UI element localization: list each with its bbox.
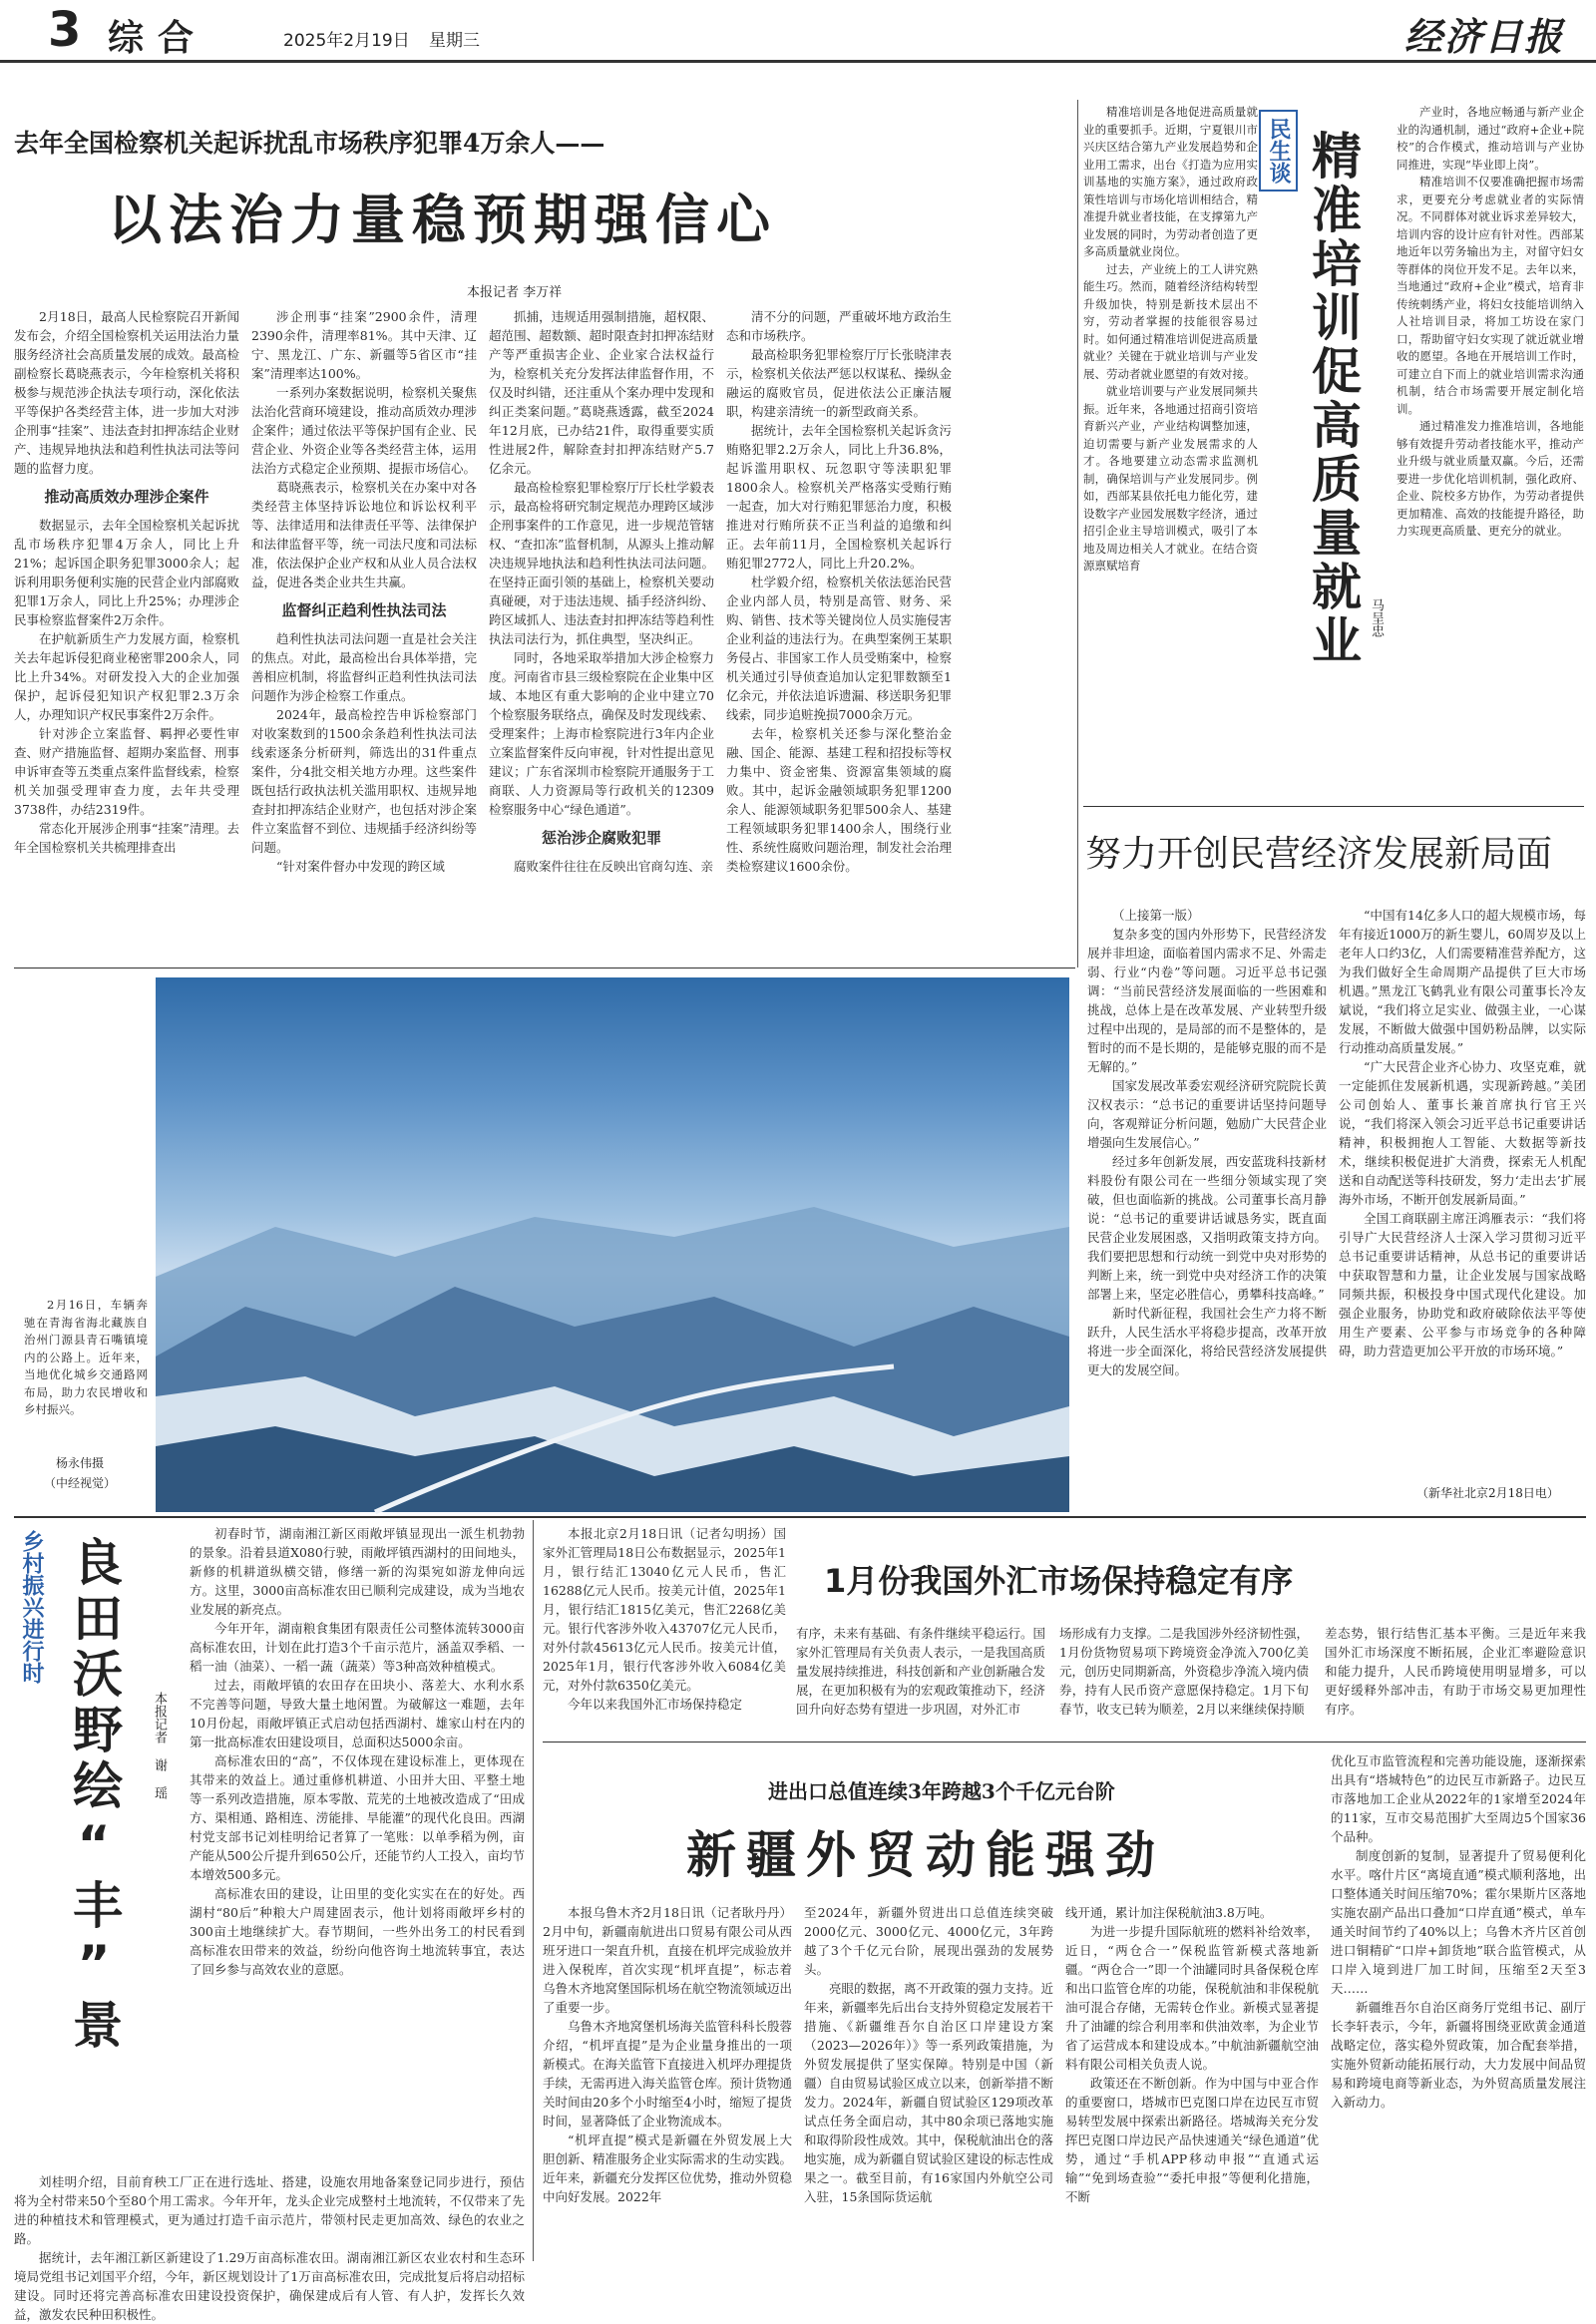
sidebar-tag: 民生谈 xyxy=(1259,110,1298,192)
sidebar-author: 马呈忠 xyxy=(1369,598,1384,637)
article4-lead: 本报北京2月18日讯（记者勾明扬）国家外汇管理局18日公布数据显示，2025年1月，银行结汇13040亿元人民币，售汇16288亿元人民币。按美元计值，2025年1月，银行结汇1815亿美元，售汇2268亿美元。银行代客涉外收入43707亿元人民币，对外付款45613亿元人民币。按美元计值，2025年1月，银行代客涉外收入6084亿美元，对外付款6350亿美元。 今年以来我国外汇市场保持稳定 xyxy=(543,1526,786,1712)
article4-col1: 有序，未来有基础、有条件继续平稳运行。国家外汇管理局有关负责人表示，一是我国高质量发展持续推进，科技创新和产业创新融合发展，在更加积极有为的宏观政策推动下，经济回升向好态势有望进一步巩固，对外汇市 xyxy=(796,1626,1046,1717)
article1-subhead3: 惩治涉企腐败犯罪 xyxy=(541,829,661,847)
article1-headline: 以法治力量稳预期强信心 xyxy=(108,189,777,251)
article1-kicker: 去年全国检察机关起诉扰乱市场秩序犯罪4万余人—— xyxy=(14,129,605,158)
photo-caption: 2月16日，车辆奔驰在青海省海北藏族自治州门源县青石嘴镇境内的公路上。近年来，当地优化城乡交通路网布局，助力农民增收和乡村振兴。 xyxy=(24,1298,148,1416)
article3-headline: 良田沃野绘“丰”景 xyxy=(65,1536,123,2055)
article1-col3: 抓捕，违规适用强制措施，超权限、超范围、超数额、超时限查封扣押冻结财产等严重损害企业、企业家合法权益行为，检察机关充分发挥法律监督作用，不仅及时纠错，还注重从个案办理中发现和纠正类案问题。”葛晓燕透露，截至2024年12月底，已办结21件，取得重要实质性进展2件，解除查封扣押冻结财产5.7亿余元。 最高检检察犯罪检察厅厅长杜学毅表示，最高检将研究制定规范办理跨区域涉企刑事案件的工作意见，进一步规范管辖权、“查扣冻”监督机制，从源头上推动解决违规异地执法和趋利性执法司法问题。在坚持正面引领的基础上，检察机关要动真碰硬，对于违法违规、插手经济纠纷、跨区域抓人、违法查封扣押冻结等趋利性执法司法行为，抓住典型，坚决纠正。 同时，各地采取举措加大涉企检察力度。河南省市县三级检察院在企业集中区域、本地区有重大影响的企业中建立70个检察服务联络点，确保及时发现线索、受理案件；上海市检察院进行3年内企业立案监督案件反向审视，针对性提出意见建议；广东省深圳市检察院开通服务于工商联、人力资源局等行政机关的12309检察服务中心“绿色通道”。 惩治涉企腐败犯罪 腐败案件往往在反映出官商勾连、亲 xyxy=(489,309,714,874)
photo-credit: 杨永伟摄 xyxy=(56,1456,105,1470)
issue-weekday: 星期三 xyxy=(429,31,480,51)
article3-byline: 本报记者 谢 瑶 xyxy=(152,1692,167,1799)
article1-col1: 2月18日，最高人民检察院召开新闻发布会，介绍全国检察机关运用法治力量服务经济社会高质量发展的成效。最高检副检察长葛晓燕表示，今年检察机关将积极参与规范涉企执法专项行动，深化依法平等保护各类经营主体，进一步加大对涉企刑事“挂案”、违法查封扣押冻结企业财产、违规异地执法和趋利性执法司法等问题的监督力度。 推动高质效办理涉企案件 数据显示，去年全国检察机关起诉扰乱市场秩序犯罪4万余人，同比上升21%；起诉国企职务犯罪3000余人；起诉利用职务便利实施的民营企业内部腐败犯罪1万余人，同比上升25%；办理涉企民事检察监督案件2万余件。 在护航新质生产力发展方面，检察机关去年起诉侵犯商业秘密罪200余人，同比上升34%。对研发投入大的企业加强保护，起诉侵犯知识产权犯罪2.3万余人，办理知识产权民事案件2万余件。 针对涉企立案监督、羁押必要性审查、财产措施监督、超期办案监督、刑事申诉审查等五类重点案件监督线索，检察机关加强受理审查力度，去年共受理3738件，办结2319件。 常态化开展涉企刑事“挂案”清理。去年全国检察机关共梳理排查出 xyxy=(14,309,239,855)
article1-col4: 清不分的问题，严重破坏地方政治生态和市场秩序。 最高检职务犯罪检察厅厅长张晓津表示，检察机关依法严惩以权谋私、操纵金融运的腐败官员，促进依法公正廉洁履职，构建亲清统一的新型政商关系。 据统计，去年全国检察机关起诉贪污贿赂犯罪2.2万余人，同比上升36.8%，起诉滥用职权、玩忽职守等渎职犯罪1800余人。检察机关严格落实受贿行贿一起查，加大对行贿犯罪惩治力度，积极推进对行贿所获不正当利益的追缴和纠正。去年前11月，全国检察机关起诉行贿犯罪2772人，同比上升20.2%。 杜学毅介绍，检察机关依法惩治民营企业内部人员，特别是高管、财务、采购、销售、技术等关键岗位人员实施侵害企业利益的违法行为。在典型案例王某职务侵占、非国家工作人员受贿案中，检察机关通过引导侦查追加认定犯罪数额至1亿余元，并依法追诉遗漏、移送职务犯罪线索，同步追赃挽损7000余万元。 去年，检察机关还参与深化整治金融、国企、能源、基建工程和招投标等权力集中、资金密集、资源富集领域的腐败。其中，起诉金融领域职务犯罪1200余人、能源领域职务犯罪500余人、基建工程领域职务犯罪1400余人，围绕行业性、系统性腐败问题治理，制发社会治理类检察建议1600余份。 xyxy=(726,309,952,874)
article2-dateline: （新华社北京2月18日电） xyxy=(1416,1486,1559,1500)
article1-subhead1: 推动高质效办理涉企案件 xyxy=(44,488,209,506)
article2-col-right: “中国有14亿多人口的超大规模市场，每年有接近1000万的新生婴儿，60周岁及以上老年人口约3亿，人们需要精准营养配方，这为我们做好全生命周期产品提供了巨大市场机遇。”黑龙江飞鹤乳业有限公司董事长冷友斌说，“我们将立足实业、做强主业，一心谋发展，不断做大做强中国奶粉品牌，以实际行动推动高质量发展。” “广大民营企业齐心协力、攻坚克难，就一定能抓住发展新机遇，实现新跨越。”美团公司创始人、董事长兼首席执行官王兴说，“我们将深入领会习近平总书记重要讲话精神，积极拥抱人工智能、大数据等新技术，继续积极促进扩大消费，探索无人机配送和自动配送等科技研发，努力‘走出去’扩展海外市场，不断开创发展新局面。” 全国工商联副主席汪鸿雁表示：“我们将引导广大民营经济人士深入学习贯彻习近平总书记重要讲话精神，从总书记的重要讲话中获取智慧和力量，让企业发展与国家战略同频共振，积极投身中国式现代化建设。加强企业服务，协助党和政府破除依法平等使用生产要素、公平参与市场竞争的各种障碍，助力营造更加公平开放的市场环境。” xyxy=(1339,908,1586,1358)
section-name: 综合 xyxy=(108,18,208,59)
article1-byline: 本报记者 李万祥 xyxy=(467,285,563,300)
article5-col1: 本报乌鲁木齐2月18日讯（记者耿丹丹）2月中旬，新疆南航进出口贸易有限公司从西班牙进口一架直升机，直接在机坪完成验放并进入保税库，首次实现“机坪直提”，标志着乌鲁木齐地窝堡国际机场在航空物流领域迈出了重要一步。 乌鲁木齐地窝堡机场海关监管科科长殷蓉介绍，“机坪直提”是为企业量身推出的一项新模式。在海关监管下直接进入机坪办理提货手续，无需再进入海关监管仓库。预计货物通关时间由20多个小时缩至4小时，缩短了提货时间，显著降低了企业物流成本。 “机坪直提”模式是新疆在外贸发展上大胆创新、精准服务企业实际需求的生动实践。近年来，新疆充分发挥区位优势，推动外贸稳中向好发展。2022年 xyxy=(543,1905,793,2204)
article5-col2: 至2024年，新疆外贸进出口总值连续突破2000亿元、3000亿元、4000亿元，3年跨越了3个千亿元台阶，展现出强劲的发展势头。 亮眼的数据，离不开政策的强力支持。近年来，新疆率先后出台支持外贸稳定发展若干措施、《新疆维吾尔自治区口岸建设方案（2023—2026年）》等一系列政策措施，为外贸发展提供了坚实保障。特别是中国（新疆）自由贸易试验区成立以来，创新举措不断发力。2024年，新疆自贸试验区129项改革试点任务全面启动，其中80余项已落地实施和取得阶段性成效。其中，保税航油出仓的落地实施，成为新疆自贸试验区建设的标志性成果之一。截至目前，有16家国内外航空公司入驻，15条国际货运航 xyxy=(804,1905,1054,2204)
article2-headline: 努力开创民营经济发展新局面 xyxy=(1085,834,1553,875)
article4-col2: 场形成有力支撑。二是我国涉外经济韧性强，1月份货物贸易项下跨境资金净流入700亿美元，创历史同期新高，外资稳步净流入境内债券，持有人民币资产意愿保持稳定。1月下旬春节，收支已转为顺差，2月以来继续保持顺 xyxy=(1059,1626,1310,1717)
masthead-rule xyxy=(0,60,1596,63)
issue-date: 2025年2月19日 xyxy=(283,31,410,51)
article5-col4: 优化互市监管流程和完善功能设施，逐渐探索出具有“塔城特色”的边民互市新路子。边民互市落地加工企业从2022年的1家增至2024年的11家，互市交易范围扩大至周边5个国家36个品种。 制度创新的复制，显著提升了贸易便利化水平。喀什片区“离境直通”模式顺利落地，出口整体通关时间压缩70%；霍尔果斯片区落地实施农副产品出口叠加“口岸直通”模式，单车通关时间节约了40%以上；乌鲁木齐片区首创进口铜精矿“口岸+卸货地”联合监管模式，从口岸入境到进厂加工时间，压缩至2天至3天…… 新疆维吾尔自治区商务厅党组书记、副厅长李轩表示，今年，新疆将围绕亚欧黄金通道战略定位，落实稳外贸政策，加合配套举措，实施外贸新动能拓展行动，大力发展中间品贸易和跨境电商等新业态，为外贸高质量发展注入新动力。 xyxy=(1331,1753,1586,2110)
article5-kicker: 进出口总值连续3年跨越3个千亿元台阶 xyxy=(768,1779,1115,1803)
article3-col-b: 刘桂明介绍，目前育秧工厂正在进行选址、搭建，设施农用地备案登记同步进行，预估将为全村带来50个至80个用工需求。今年开年，龙头企业完成整村土地流转，不仅带来了先进的种植技术和管理模式，更为通过打造千亩示范片，带领村民走更加高效、绿色的农业之路。 据统计，去年湘江新区新建设了1.29万亩高标准农田。湖南湘江新区农业农村和生态环境局党组书记刘国平介绍，今年，新区规划设计了1万亩高标准农田，完成批复后将启动招标建设。同时还将完善高标准农田建设投资保护，确保建成后有人管、有人护，发挥长久效益，激发农民种田积极性。 xyxy=(14,2174,525,2322)
sidebar-text-right: 产业时，各地应畅通与新产业企业的沟通机制，通过“政府+企业+院校”的合作模式，推动培训与产业协同推进，实现“毕业即上岗”。 精准培训不仅要准确把握市场需求，更要充分考虑就业者的实际情况。不同群体对就业诉求差异较大，培训内容的设计应有针对性。西部某地近年以劳务输出为主，对留守妇女等群体的岗位开发不足。去年以来，当地通过“政府+企业”模式，培育非传统刺绣产业，将妇女技能培训纳入人社培训目录，将加工坊设在家门口，帮助留守妇女实现了就近就业增收的愿望。各地在开展培训工作时，可建立自下而上的就业培训需求沟通机制，结合市场需要开展定制化培训。 通过精准发力推准培训，各地能够有效提升劳动者技能水平，推动产业升级与就业质量双赢。今后，还需要进一步优化培训机制，强化政府、企业、院校多方协作，为劳动者提供更加精准、高效的技能提升路径，助力实现更高质量、更充分的就业。 xyxy=(1396,105,1584,538)
sidebar-text-left: 精准培训是各地促进高质量就业的重要抓手。近期，宁夏银川市兴庆区结合第九产业发展趋势和企业用工需求，出台《打造为应用实训基地的实施方案》，通过政府政策性培训与市场化培训相结合，精准提升就业者技能，在支撑第九产业发展的同时，为劳动者创造了更多高质量就业岗位。 过去，产业统上的工人讲究熟能生巧。然而，随着经济结构转型升级加快，特别是新技术层出不穷，劳动者掌握的技能很容易过时。如何通过精准培训促进高质量就业？关键在于就业培训与产业发展、劳动者就业愿望的有效对接。 就业培训要与产业发展同频共振。近年来，各地通过招商引资培育新兴产业，产业结构调整加速，迫切需要与新产业发展需求的人才。各地要建立动态需求监测机制，确保培训与产业发展同步。例如，西部某县依托电力能化劳，建设数字产业园发展数字经济，通过招引企业主导培训模式，吸引了本地及周边相关人才就业。在结合资源禀赋培育 xyxy=(1083,105,1258,573)
article2-col-left: （上接第一版） 复杂多变的国内外形势下，民营经济发展并非坦途，面临着国内需求不足、外需走弱、行业“内卷”等问题。习近平总书记强调：“当前民营经济发展面临的一些困难和挑战，总体上是在改革发展、产业转型升级过程中出现的，是局部的而不是整体的，是暂时的而不是长期的，是能够克服的而不是无解的。” 国家发展改革委宏观经济研究院院长黄汉权表示：“总书记的重要讲话坚持问题导向，客观辩证分析问题，勉励广大民营企业增强向生发展信心。” 经过多年创新发展，西安蓝珑科技新材料股份有限公司在一些细分领域实现了突破，但也面临新的挑战。公司董事长高月静说：“总书记的重要讲话诚恳务实，既直面民营企业发展困惑，又指明政策支持方向。我们要把思想和行动统一到党中央对形势的判断上来，统一到党中央对经济工作的决策部署上来，坚定必胜信心，勇攀科技高峰。” 新时代新征程，我国社会生产力将不断跃升，人民生活水平将稳步提高，改革开放将进一步全面深化，将给民营经济发展提供更大的发展空间。 xyxy=(1087,908,1327,1377)
divider-main xyxy=(1077,100,1078,968)
article1-col2: 涉企刑事“挂案”2900余件，清理2390余件，清理率81%。其中天津、辽宁、黑龙江、广东、新疆等5省区市“挂案”清理率达100%。 一系列办案数据说明，检察机关聚焦法治化营商环境建设，推动高质效办理涉企案件；通过依法平等保护国有企业、民营企业、外资企业等各类经营主体，运用法治方式稳定企业预期、提振市场信心。 葛晓燕表示，检察机关在办案中对各类经营主体坚持诉讼地位和诉讼权利平等、法律适用和法律责任平等、法律保护和法律监督平等，统一司法尺度和司法标准，依法保护企业产权和从业人员合法权益，促进各类企业共生共赢。 监督纠正趋利性执法司法 趋利性执法司法问题一直是社会关注的焦点。对此，最高检出台具体举措，完善相应机制，将监督纠正趋利性执法司法问题作为涉企检察工作重点。 2024年，最高检控告申诉检察部门对收案数到的1500余条趋利性执法司法线索逐条分析研判，筛选出的31件重点案件，分4批交相关地方办理。这些案件既包括行政执法机关滥用职权、违规异地查封扣押冻结企业财产，也包括对涉企案件立案监督不到位、违规插手经济纠纷等问题。 “针对案件督办中发现的跨区域 xyxy=(251,309,477,874)
paper-logo: 经济日报 xyxy=(1404,14,1565,59)
article5-col3: 线开通，累计加注保税航油3.8万吨。 为进一步提升国际航班的燃料补给效率，近日，“两仓合一”保税监管新模式落地新疆。“两仓合一”即一个油罐同时具备保税仓库和出口监管仓库的功能，保税航油和非保税航油可混合存储，无需转仓作业。新模式显著提升了油罐的综合利用率和供油效率，为企业节省了运营成本和建设成本。”中航油新疆航空油料有限公司相关负责人说。 政策还在不断创新。作为中国与中亚合作的重要窗口，塔城市巴克图口岸在边民互市贸易转型发展中探索出新路径。塔城海关充分发挥巴克图口岸边民产品快速通关“绿色通道”优势，通过“手机APP移动申报”“直通式运输”“免到场查验”“委托申报”等便利化措施，不断 xyxy=(1065,1905,1319,2204)
mountain-road-photo xyxy=(156,977,1069,1512)
article4-col3: 差态势，银行结售汇基本平衡。三是近年来我国外汇市场深度不断拓展，企业汇率避险意识和能力提升，人民币跨境使用明显增多，可以更好缓释外部冲击，有助于市场交易更加理性有序。 xyxy=(1325,1626,1586,1717)
divider-article4-bottom xyxy=(543,1742,1586,1743)
photo-source: （中经视觉） xyxy=(44,1476,117,1490)
article1-subhead2: 监督纠正趋利性执法司法 xyxy=(281,601,447,619)
article5-headline: 新疆外贸动能强劲 xyxy=(686,1826,1165,1884)
divider-lower-top xyxy=(14,1516,1586,1518)
article3-col-a: 初春时节，湖南湘江新区雨敞坪镇显现出一派生机勃勃的景象。沿着县道X080行驶，雨敞坪镇西湖村的田间地头，新修的机耕道纵横交错，修缮一新的沟渠宛如游龙伸向远方。这里，3000亩高标准农田已顺利完成建设，成为当地农业发展的新亮点。 今年开年，湖南粮食集团有限责任公司整体流转3000亩高标准农田，计划在此打造3个千亩示范片，涵盖双季稻、一稻一油（油菜）、一稻一蔬（蔬菜）等3种高效种植模式。 过去，雨敞坪镇的农田存在田块小、落差大、水利水系不完善等问题，导致大量土地闲置。为破解这一难题，去年10月份起，雨敞坪镇正式启动包括西湖村、雄家山村在内的第一批高标准农田建设项目，总面积达5000余亩。 高标准农田的“高”，不仅体现在建设标准上，更体现在其带来的效益上。通过重修机耕道、小田并大田、平整土地等一系列改造措施，原本零散、荒芜的土地被改造成了“田成方、渠相通、路相连、涝能排、旱能灌”的现代化良田。西湖村党支部书记刘桂明给记者算了一笔账：以单季稻为例，亩产能从500公斤提升到650公斤，还能节约人工投入，亩均节本增效500多元。 高标准农田的建设，让田里的变化实实在在的好处。西湖村“80后”种粮大户周建固表示，他计划将雨敞坪乡村的300亩土地继续扩大。春节期间，一些外出务工的村民看到高标准农田带来的效益，纷纷向他咨询土地流转事宜，表达了回乡参与高效农业的意愿。 xyxy=(190,1526,525,1977)
divider-sidebar-bottom xyxy=(1083,806,1584,807)
page-number: 3 xyxy=(48,2,82,58)
sidebar-title: 精准培训促高质量就业 xyxy=(1304,130,1362,668)
article3-column-tag: 乡村振兴进行时 xyxy=(19,1530,44,1684)
masthead xyxy=(0,0,1596,60)
article4-headline: 1月份我国外汇市场保持稳定有序 xyxy=(824,1562,1294,1600)
divider-lower xyxy=(533,1520,534,2261)
